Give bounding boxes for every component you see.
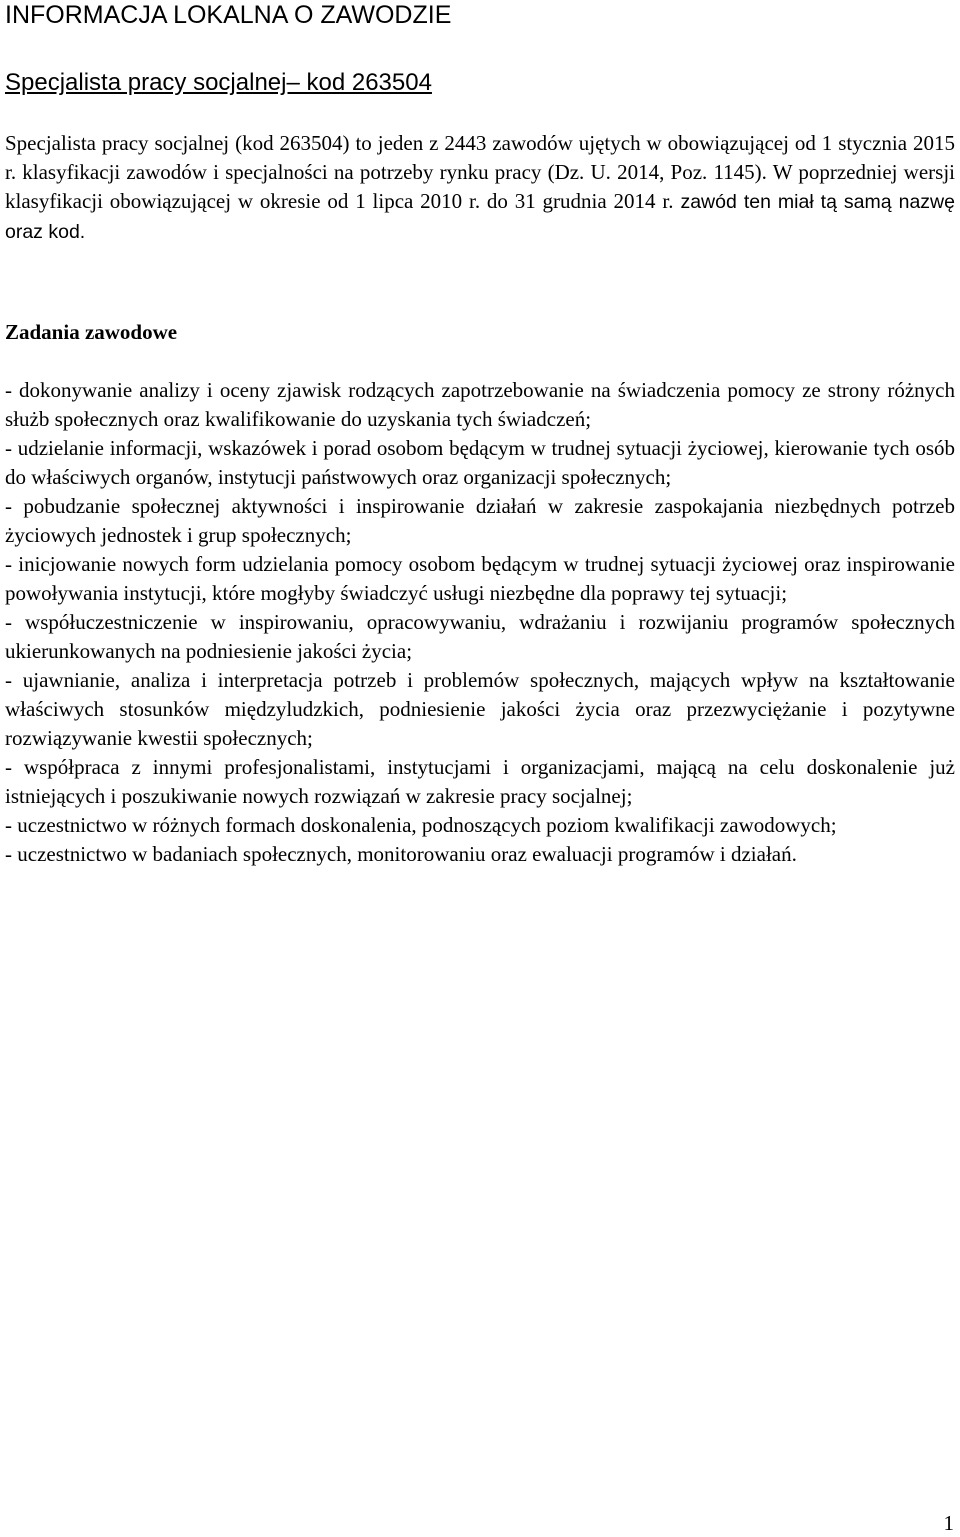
list-item: - ujawnianie, analiza i interpretacja potrzeb i problemów społecznych, mających wpływ na kształtowanie właściwych stosunków międzyludzkich, podniesienie jakości życia oraz przezwyciężanie i pozytywne rozwiązywanie kwestii społecznych; (5, 668, 955, 750)
list-item: - współuczestniczenie w inspirowaniu, opracowywaniu, wdrażaniu i rozwijaniu programów społecznych ukierunkowanych na podniesienie jakości życia; (5, 610, 955, 663)
section-heading-tasks: Zadania zawodowe (5, 320, 178, 344)
list-item: - uczestnictwo w badaniach społecznych, monitorowaniu oraz ewaluacji programów i działań. (5, 842, 797, 866)
intro-text-sans: zawód ten miał tą samą nazwę oraz kod. (5, 191, 955, 243)
intro-paragraph (5, 129, 955, 247)
task-list (5, 376, 955, 869)
list-item: - dokonywanie analizy i oceny zjawisk rodzących zapotrzebowanie na świadczenia pomocy ze strony różnych służb społecznych oraz kwalifikowanie do uzyskania tych świadczeń; (5, 378, 955, 431)
document-title: INFORMACJA LOKALNA O ZAWODZIE (5, 1, 452, 29)
list-item: - współpraca z innymi profesjonalistami, instytucjami i organizacjami, mającą na celu doskonalenie już istniejących i poszukiwanie nowych rozwiązań w zakresie pracy socjalnej; (5, 755, 955, 808)
list-item: - pobudzanie społecznej aktywności i inspirowanie działań w zakresie zaspokajania niezbędnych potrzeb życiowych jednostek i grup społecznych; (5, 494, 955, 547)
document-subtitle: Specjalista pracy socjalnej– kod 263504 (5, 69, 432, 96)
list-item: - uczestnictwo w różnych formach doskonalenia, podnoszących poziom kwalifikacji zawodowych; (5, 813, 837, 837)
list-item: - inicjowanie nowych form udzielania pomocy osobom będącym w trudnej sytuacji życiowej oraz inspirowanie powoływania instytucji, które mogłyby świadczyć usługi niezbędne dla poprawy tej sytuacji; (5, 552, 955, 605)
list-item: - udzielanie informacji, wskazówek i porad osobom będącym w trudnej sytuacji życiowej, kierowanie tych osób do właściwych organów, instytucji państwowych oraz organizacji społecznych; (5, 436, 955, 489)
intro-text: Specjalista pracy socjalnej (kod 263504) to jeden z 2443 zawodów ujętych w obowiązującej od 1 stycznia 2015 r. klasyfikacji zawodów i specjalności na potrzeby rynku pracy (Dz. U. 2014, Poz. 1145). W poprzedniej wersji klasyfikacji obowiązującej w okresie od 1 lipca 2010 r. do 31 grudnia 2014 r. (5, 131, 955, 213)
page-number: 1 (943, 1511, 954, 1535)
